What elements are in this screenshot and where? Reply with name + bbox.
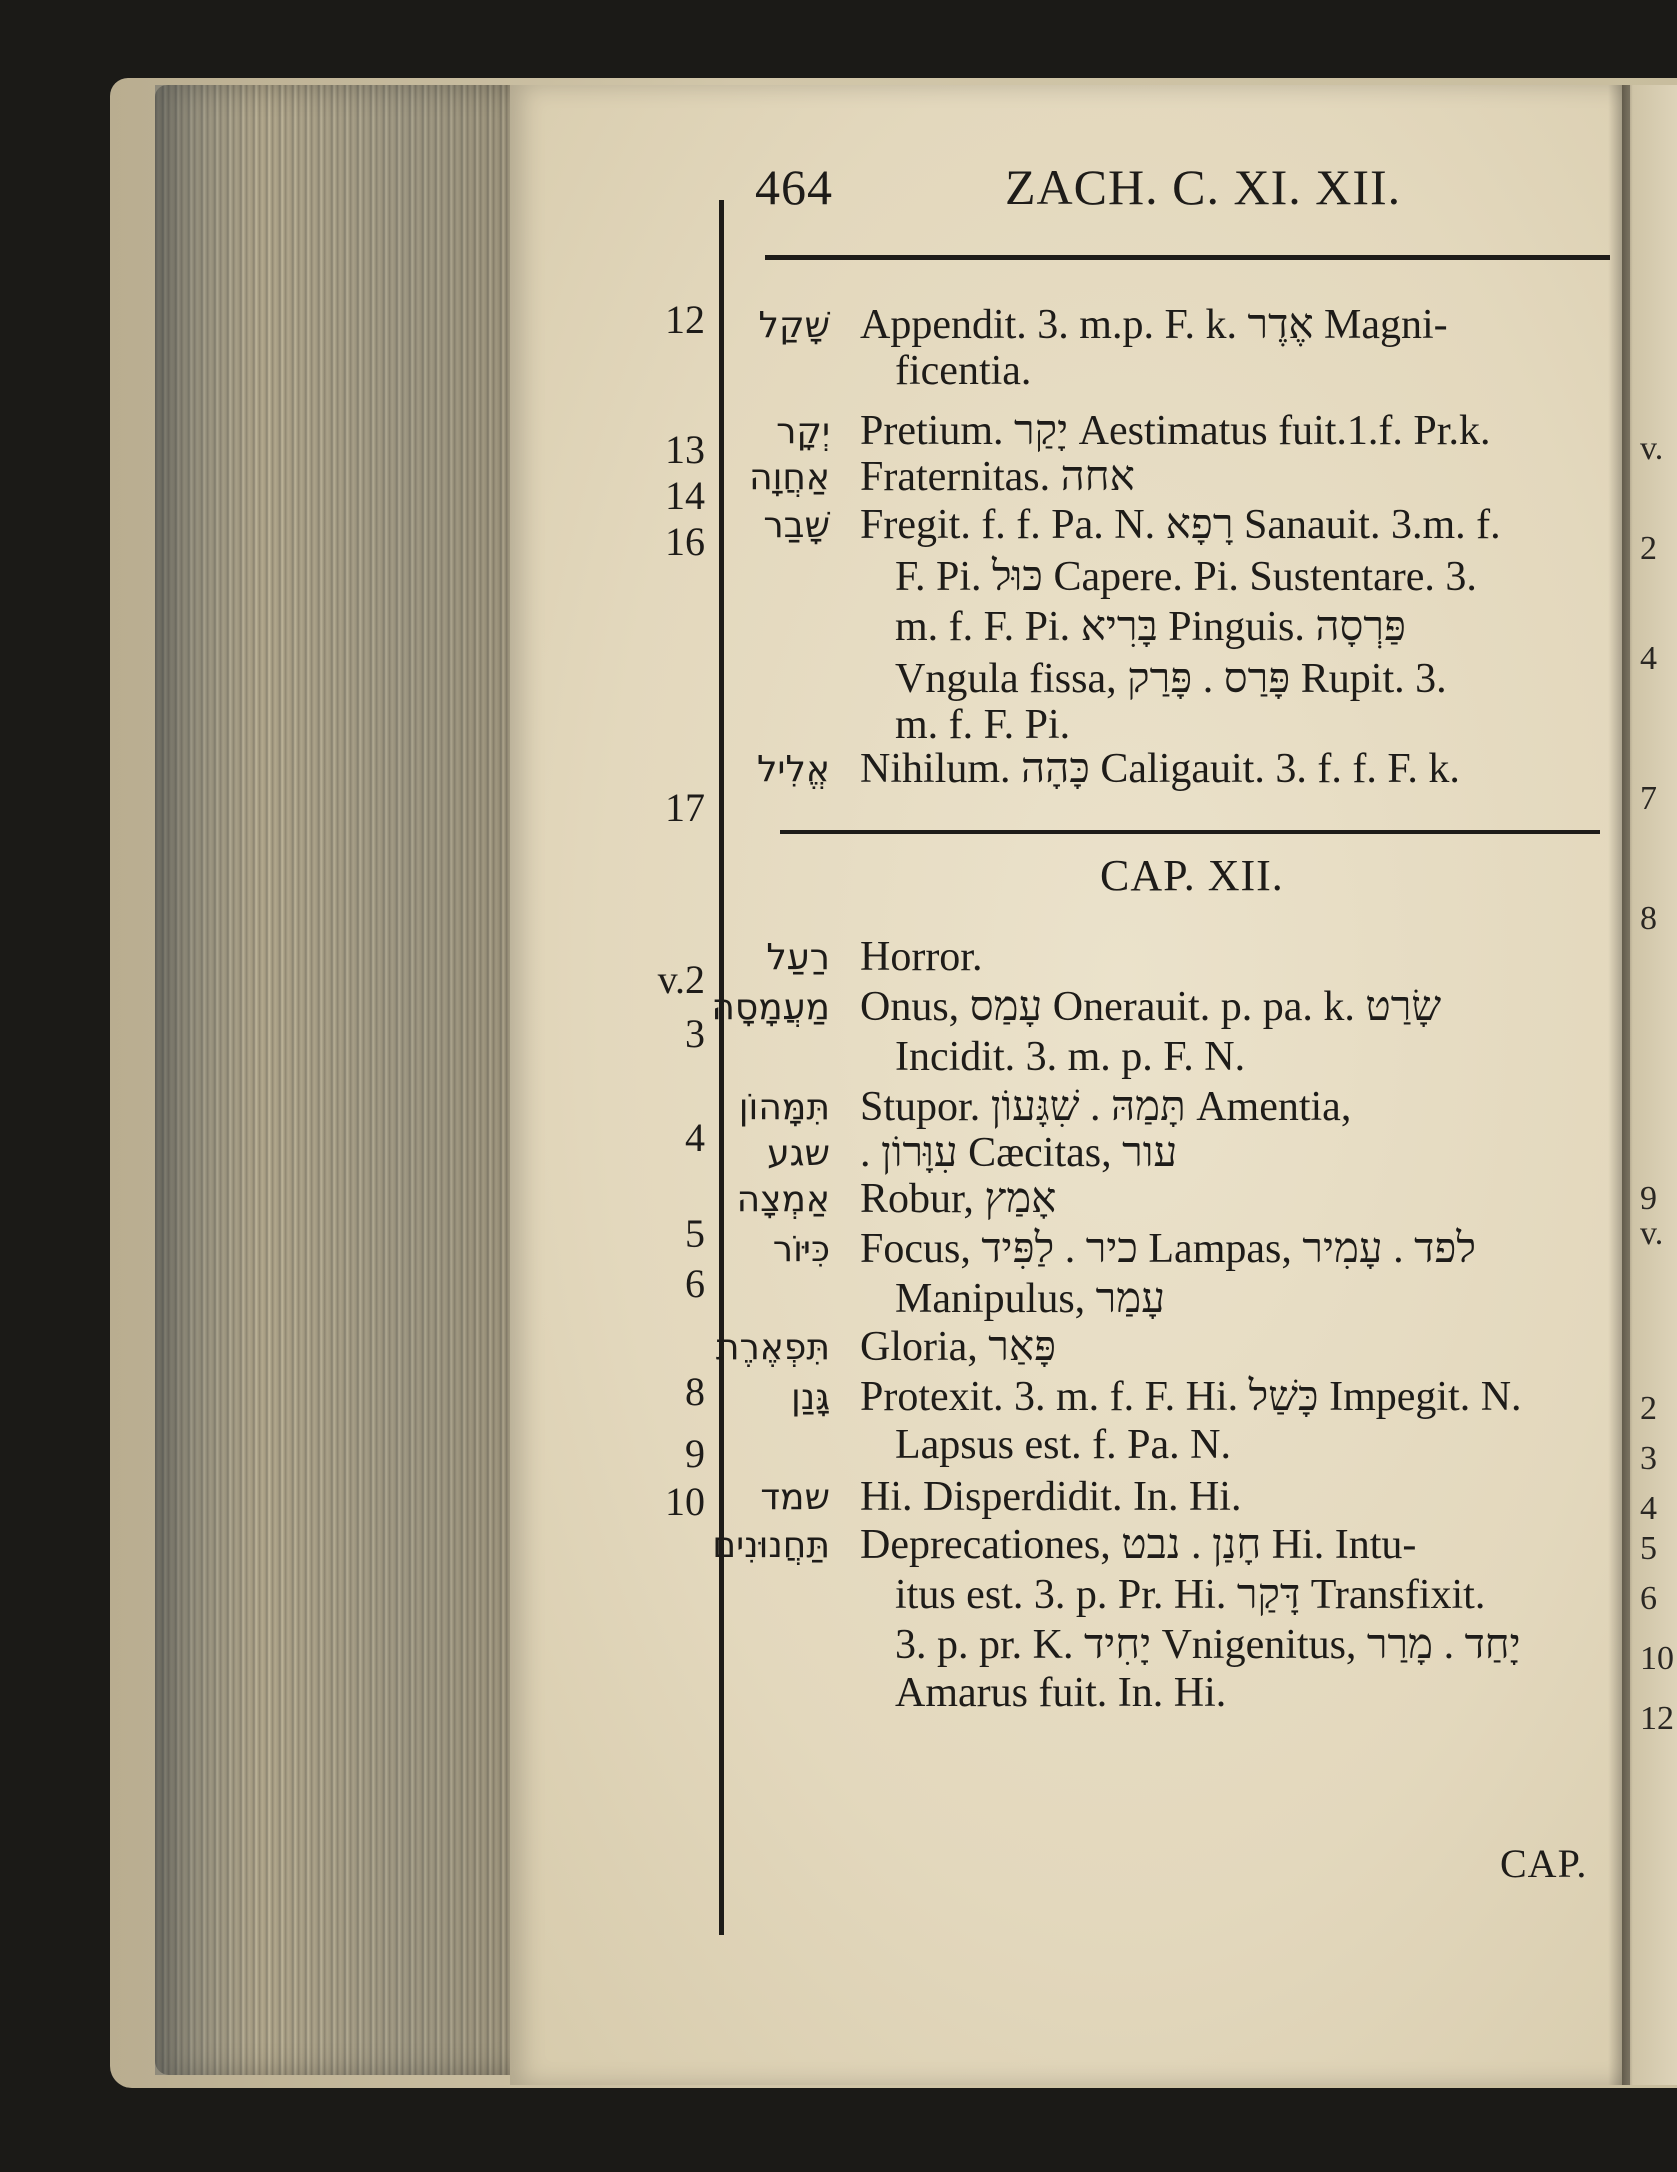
verse-number: 3: [685, 1011, 705, 1056]
hebrew-headword: שָׁקַל: [758, 305, 830, 346]
facing-page-mark: 3: [1640, 1440, 1657, 1477]
hebrew-headword: אַמְצָה: [736, 1179, 830, 1220]
verse-number: 4: [685, 1115, 705, 1160]
verse-number: 12: [665, 297, 705, 342]
entry-line: Appendit. 3. m.p. F. k. אֶדֶר Magni-: [860, 302, 1448, 348]
facing-page-mark: 12: [1640, 1700, 1674, 1737]
hebrew-headword: אַחֲוָה: [749, 457, 830, 498]
verse-number: 6: [685, 1261, 705, 1306]
facing-page-mark: 10: [1640, 1640, 1674, 1677]
chapter-heading: CAP. XII.: [1100, 851, 1284, 900]
entry-line: Amarus fuit. In. Hi.: [895, 1670, 1227, 1716]
hebrew-headword: תַּחֲנוּנִים: [712, 1525, 830, 1566]
entry-line: itus est. 3. p. Pr. Hi. דָּקַר Transfixit.: [895, 1572, 1486, 1618]
hebrew-headword: כִּיּוֹר: [772, 1229, 830, 1270]
entry-line: . עִוָּרוֹן Cæcitas, עור: [860, 1130, 1178, 1176]
entry-line: Fraternitas. אחה: [860, 454, 1135, 500]
chapter-rule: [780, 830, 1600, 834]
facing-page-mark: v.: [1640, 430, 1664, 467]
hebrew-headword: תִּפְאֶרֶת: [715, 1327, 830, 1368]
facing-page-mark: 8: [1640, 900, 1657, 937]
entry-line: Incidit. 3. m. p. F. N.: [895, 1034, 1246, 1080]
verse-number: v.2: [657, 957, 705, 1002]
entry-line: 3. p. pr. K. יָחִיד Vnigenitus, יָחַד . מָרַר: [895, 1622, 1521, 1668]
verse-number: 8: [685, 1369, 705, 1414]
facing-page-mark: 2: [1640, 530, 1657, 567]
verse-number: 13: [665, 427, 705, 472]
entry-line: m. f. F. Pi. בָּרִיא Pinguis. פַּרְסָה: [895, 604, 1407, 650]
hebrew-headword: שמד: [760, 1477, 830, 1518]
margin-line: [719, 200, 724, 1935]
facing-page-mark: 4: [1640, 1490, 1657, 1527]
catchword: CAP.: [1500, 1841, 1588, 1886]
facing-page-mark: 7: [1640, 780, 1657, 817]
facing-page-mark: 5: [1640, 1530, 1657, 1567]
entry-line: Lapsus est. f. Pa. N.: [895, 1422, 1231, 1468]
entry-line: F. Pi. כּוּל Capere. Pi. Sustentare. 3.: [895, 554, 1477, 600]
facing-page-mark: 2: [1640, 1390, 1657, 1427]
page-number: 464: [755, 159, 833, 215]
entry-line: Pretium. יָקַר Aestimatus fuit.1.f. Pr.k.: [860, 408, 1491, 454]
verse-number: 16: [665, 519, 705, 564]
entry-line: Hi. Disperdidit. In. Hi.: [860, 1474, 1242, 1520]
hebrew-headword: יְקָר: [776, 411, 830, 452]
entry-line: Robur, אָמַץ: [860, 1176, 1057, 1222]
hebrew-headword: גָּנַן: [790, 1377, 830, 1418]
entry-line: Horror.: [860, 934, 983, 980]
entry-line: Fregit. f. f. Pa. N. רָפָא Sanauit. 3.m. f.: [860, 502, 1501, 548]
facing-page-mark: 9: [1640, 1180, 1657, 1217]
facing-page-edge: [1622, 85, 1677, 2085]
entry-line: m. f. F. Pi.: [895, 702, 1071, 748]
hebrew-headword: תִּמָּהוֹן: [738, 1087, 830, 1128]
entry-line: Vngula fissa, פָּרַס . פָּרַק Rupit. 3.: [895, 656, 1447, 702]
gutter-shadow: [1608, 85, 1630, 2085]
hebrew-headword: מַעֲמָסָה: [711, 987, 830, 1028]
entry-line: Stupor. תָּמַהּ . שִׁגָּעוֹן Amentia,: [860, 1084, 1352, 1130]
hebrew-headword: שגע: [767, 1133, 830, 1174]
verse-number: 9: [685, 1431, 705, 1476]
verse-number: 10: [665, 1479, 705, 1524]
verse-number: 17: [665, 785, 705, 830]
hebrew-headword: שָׁבַר: [763, 505, 830, 546]
entry-line: Manipulus, עָמַר: [895, 1276, 1165, 1322]
hebrew-headword: אֱלִיל: [756, 749, 830, 790]
entry-line: Gloria, פָּאַר: [860, 1324, 1057, 1370]
entry-line: Protexit. 3. m. f. F. Hi. כָּשַׁל Impegit. N.: [860, 1374, 1522, 1420]
facing-page-mark: 4: [1640, 640, 1657, 677]
hebrew-headword: רַעַל: [766, 937, 830, 978]
facing-page-mark: v.: [1640, 1215, 1664, 1252]
entry-line: Onus, עָמַס Onerauit. p. pa. k. שָׂרַט: [860, 984, 1442, 1030]
running-title: ZACH. C. XI. XII.: [1005, 159, 1402, 215]
verse-number: 14: [665, 473, 705, 518]
facing-page-mark: 6: [1640, 1580, 1657, 1617]
page-edges: [155, 85, 515, 2075]
page: [510, 85, 1622, 2085]
entry-line: Deprecationes, חָנַן . נבט Hi. Intu-: [860, 1522, 1417, 1568]
entry-line: Nihilum. כָּהָה Caligauit. 3. f. f. F. k.: [860, 746, 1460, 792]
header-rule: [765, 255, 1610, 260]
verse-number: 5: [685, 1211, 705, 1256]
entry-line: Focus, כיר . לַפִּיד Lampas, לפד . עָמִיר: [860, 1226, 1477, 1272]
entry-line: ficentia.: [895, 348, 1032, 394]
